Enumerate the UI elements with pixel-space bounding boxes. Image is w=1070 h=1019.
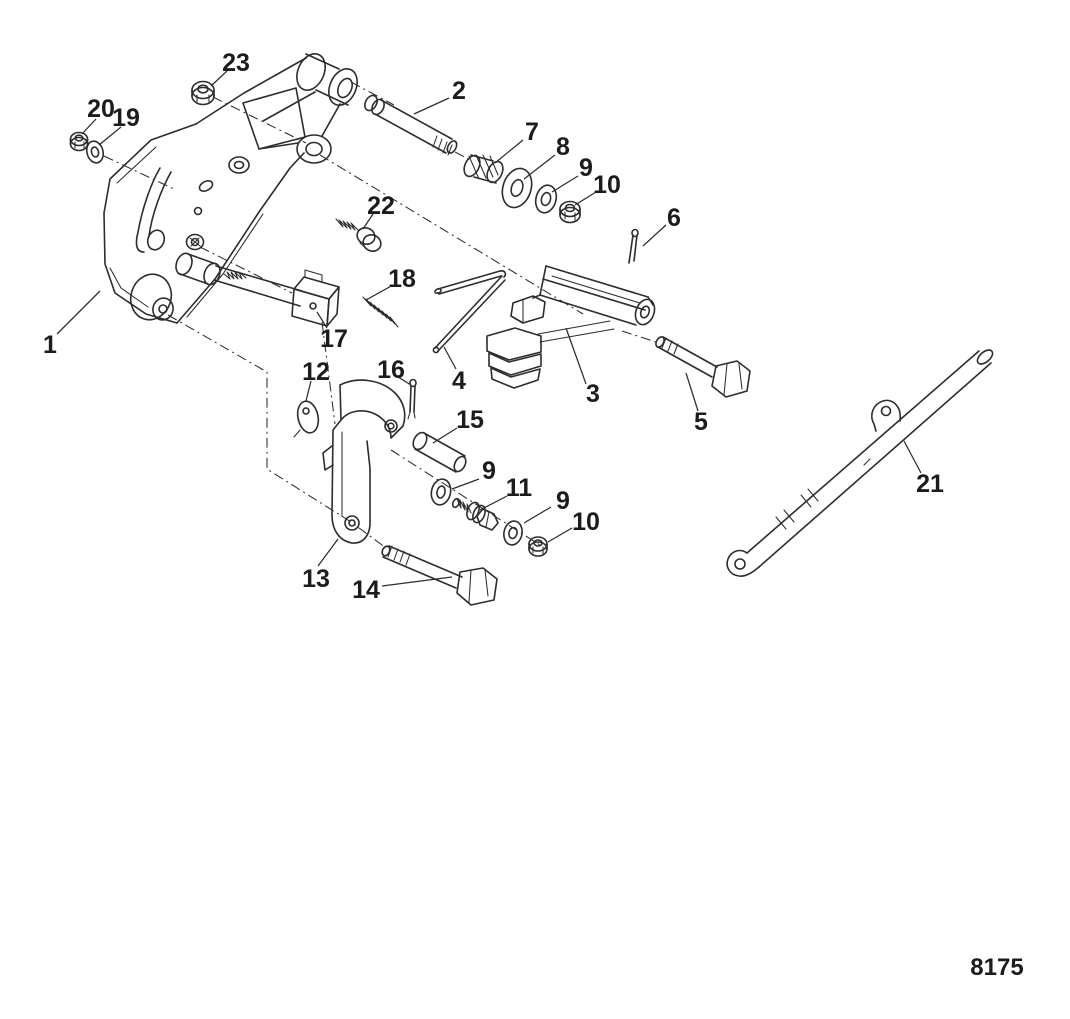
part-18-spring-shape bbox=[363, 297, 398, 327]
part-13-shift-lever-shape bbox=[385, 420, 397, 432]
part-3-shift-bracket-shape bbox=[546, 266, 648, 297]
part-5-bolt-shape bbox=[658, 347, 712, 377]
part-2-pivot-pin-shape bbox=[433, 136, 437, 147]
part-13-shift-lever-shape bbox=[323, 446, 333, 470]
part-8-washer bbox=[498, 165, 537, 212]
part-3-shift-bracket-shape bbox=[538, 321, 614, 342]
part-21-shift-shaft bbox=[727, 347, 995, 576]
part-8-washer-shape bbox=[498, 165, 537, 212]
assembly-centerline bbox=[351, 82, 394, 105]
part-9-washer-upper bbox=[533, 183, 560, 215]
callout-5-leader bbox=[686, 373, 698, 411]
part-9-washer-upper-shape bbox=[533, 183, 560, 215]
part-3-shift-bracket-shape bbox=[552, 276, 640, 303]
callout-15-label: 15 bbox=[456, 406, 484, 434]
callout-7-leader bbox=[495, 140, 523, 163]
part-3-shift-bracket-shape bbox=[543, 279, 645, 310]
callout-16-label: 16 bbox=[377, 356, 405, 384]
part-5-bolt-shape bbox=[724, 364, 742, 395]
part-1-shift-bracket-shape bbox=[104, 124, 196, 323]
part-14-bolt-shape bbox=[400, 551, 404, 562]
part-3-shift-bracket-shape bbox=[639, 305, 651, 319]
callout-4-label: 4 bbox=[452, 367, 466, 395]
part-12-retainer-washer bbox=[294, 399, 321, 437]
part-6-cotter-pin-shape bbox=[629, 235, 633, 263]
part-8-washer-shape bbox=[509, 178, 525, 198]
callout-11-leader bbox=[480, 496, 507, 510]
part-4-link-rod bbox=[433, 271, 505, 353]
part-7-spring bbox=[461, 153, 506, 185]
assembly-centerline bbox=[168, 315, 386, 548]
callout-9-leader bbox=[552, 176, 578, 192]
leaders-layer bbox=[57, 71, 921, 586]
callout-10-leader bbox=[548, 528, 572, 542]
part-1-shift-bracket-shape bbox=[243, 88, 305, 149]
part-14-bolt-shape bbox=[469, 570, 488, 602]
part-12-retainer-washer-shape bbox=[294, 430, 300, 437]
part-6-cotter-pin-shape bbox=[634, 235, 637, 261]
part-1-shift-bracket-shape bbox=[322, 104, 340, 136]
callout-11-label: 11 bbox=[505, 474, 533, 502]
part-9-washer-lower-shape bbox=[508, 527, 518, 539]
callout-2-leader bbox=[414, 98, 449, 114]
part-1-shift-bracket-shape bbox=[159, 305, 167, 313]
callout-13-label: 13 bbox=[302, 565, 330, 593]
part-19-washer-shape bbox=[90, 146, 99, 157]
part-2-pivot-pin-shape bbox=[369, 97, 386, 116]
part-10-nut-upper bbox=[560, 202, 580, 223]
part-14-bolt-shape bbox=[383, 557, 456, 588]
part-17-actuator-block-shape bbox=[214, 280, 300, 306]
part-1-shift-bracket-shape bbox=[198, 179, 215, 194]
part-6-cotter-pin-shape bbox=[632, 230, 638, 237]
part-3-shift-bracket-shape bbox=[491, 368, 540, 388]
part-15-clevis-pin bbox=[410, 430, 468, 473]
part-13-shift-lever-shape bbox=[388, 423, 394, 429]
part-23-nut-shape bbox=[198, 85, 208, 93]
part-1-shift-bracket-shape bbox=[235, 162, 244, 169]
part-4-link-rod-shape bbox=[433, 347, 438, 352]
part-2-pivot-pin-shape bbox=[438, 139, 442, 150]
part-2-pivot-pin bbox=[362, 93, 458, 155]
part-2-pivot-pin-shape bbox=[375, 114, 446, 153]
part-5-bolt-shape bbox=[712, 361, 750, 397]
callout-21-leader bbox=[904, 441, 921, 473]
callout-15-leader bbox=[433, 428, 457, 443]
part-1-shift-bracket-shape bbox=[195, 208, 202, 215]
part-21-shift-shaft-shape bbox=[759, 363, 991, 567]
part-1-shift-bracket-shape bbox=[145, 228, 167, 252]
callout-9-leader bbox=[452, 479, 479, 489]
callout-6-label: 6 bbox=[667, 204, 681, 232]
callout-9-label: 9 bbox=[482, 457, 496, 485]
callout-8-leader bbox=[524, 155, 555, 179]
part-23-nut bbox=[192, 82, 214, 105]
part-1-shift-bracket-shape bbox=[110, 268, 148, 307]
assembly-centerline bbox=[622, 331, 659, 343]
callout-6-leader bbox=[643, 225, 666, 246]
callout-8-label: 8 bbox=[556, 133, 570, 161]
part-1-shift-bracket-shape bbox=[306, 54, 339, 69]
part-14-bolt-shape bbox=[457, 568, 497, 605]
part-21-shift-shaft-shape bbox=[975, 347, 995, 366]
callout-7-label: 7 bbox=[525, 118, 539, 146]
callout-1-label: 1 bbox=[43, 331, 57, 359]
callout-19-label: 19 bbox=[112, 104, 140, 132]
callout-9-leader bbox=[524, 507, 551, 523]
part-18-spring bbox=[363, 297, 398, 327]
callout-10-label: 10 bbox=[572, 508, 600, 536]
part-9-washer-middle bbox=[429, 477, 453, 506]
labels-layer bbox=[43, 49, 944, 604]
part-1-shift-bracket-shape bbox=[306, 143, 322, 156]
assembly-centerline bbox=[200, 247, 292, 293]
part-5-bolt bbox=[654, 335, 750, 397]
part-5-bolt-shape bbox=[668, 341, 672, 351]
callout-10-label: 10 bbox=[593, 171, 621, 199]
part-13-shift-lever-shape bbox=[332, 420, 370, 543]
part-1-shift-bracket-shape bbox=[263, 92, 315, 121]
part-6-cotter-pin bbox=[629, 230, 638, 264]
part-9-washer-middle-shape bbox=[436, 485, 446, 498]
part-21-shift-shaft-shape bbox=[735, 559, 745, 569]
part-14-bolt bbox=[381, 545, 497, 605]
callout-17-label: 17 bbox=[320, 325, 348, 353]
callout-21-label: 21 bbox=[916, 470, 944, 498]
part-16-cotter-pin-shape bbox=[414, 386, 415, 412]
part-1-shift-bracket-shape bbox=[229, 157, 249, 173]
part-21-shift-shaft-shape bbox=[882, 407, 891, 416]
callout-9-label: 9 bbox=[556, 487, 570, 515]
part-5-bolt-shape bbox=[663, 337, 717, 367]
part-16-cotter-pin-shape bbox=[410, 386, 411, 412]
part-21-shift-shaft-shape bbox=[864, 459, 870, 465]
callout-12-label: 12 bbox=[302, 358, 330, 386]
part-2-pivot-pin-shape bbox=[381, 100, 452, 139]
part-17-actuator-block-shape bbox=[327, 287, 339, 326]
callout-9-label: 9 bbox=[579, 154, 593, 182]
callout-20-label: 20 bbox=[87, 95, 115, 123]
part-16-cotter-pin-shape bbox=[410, 380, 416, 387]
part-15-clevis-pin-shape bbox=[410, 430, 429, 452]
callout-22-label: 22 bbox=[367, 192, 395, 220]
part-20-nut bbox=[71, 133, 88, 151]
part-15-clevis-pin-shape bbox=[415, 449, 456, 472]
callout-1-leader bbox=[57, 291, 100, 334]
callout-3-leader bbox=[566, 328, 586, 384]
part-9-washer-middle-shape bbox=[429, 477, 453, 506]
part-5-bolt-shape bbox=[674, 344, 678, 354]
part-1-shift-bracket-shape bbox=[187, 214, 263, 317]
part-1-shift-bracket bbox=[104, 49, 363, 325]
callout-18-label: 18 bbox=[388, 265, 416, 293]
part-9-washer-upper-shape bbox=[540, 192, 552, 207]
callout-3-label: 3 bbox=[586, 380, 600, 408]
part-16-cotter-pin-shape bbox=[408, 412, 415, 419]
part-3-shift-bracket bbox=[487, 266, 658, 388]
callout-14-label: 14 bbox=[352, 576, 380, 604]
part-17-actuator-block-shape bbox=[310, 303, 316, 309]
centerlines-layer bbox=[104, 82, 659, 548]
part-14-bolt-shape bbox=[394, 549, 398, 560]
part-11-shoulder-screw-shape bbox=[486, 512, 489, 527]
part-22-screw-spring bbox=[336, 219, 384, 254]
part-16-cotter-pin bbox=[408, 380, 416, 420]
callout-2-label: 2 bbox=[452, 77, 466, 105]
part-22-screw-spring-shape bbox=[336, 219, 358, 230]
part-12-retainer-washer-shape bbox=[295, 399, 321, 434]
part-13-shift-lever-shape bbox=[345, 516, 359, 530]
part-4-link-rod-shape bbox=[439, 276, 501, 294]
part-3-shift-bracket-shape bbox=[511, 296, 545, 323]
callout-5-label: 5 bbox=[694, 408, 708, 436]
part-21-shift-shaft-shape bbox=[727, 551, 759, 577]
part-13-shift-lever bbox=[323, 380, 405, 543]
callout-13-leader bbox=[318, 539, 338, 566]
part-11-shoulder-screw bbox=[451, 498, 498, 530]
part-12-retainer-washer-shape bbox=[303, 408, 309, 414]
part-14-bolt-shape bbox=[406, 554, 410, 565]
part-3-shift-bracket-shape bbox=[540, 295, 636, 325]
callout-4-leader bbox=[444, 347, 456, 369]
part-2-pivot-pin-shape bbox=[443, 142, 447, 153]
part-4-link-rod-shape bbox=[438, 271, 500, 289]
callout-23-label: 23 bbox=[222, 49, 250, 77]
part-21-shift-shaft-shape bbox=[747, 351, 979, 553]
figure-number: 8175 bbox=[970, 954, 1024, 981]
